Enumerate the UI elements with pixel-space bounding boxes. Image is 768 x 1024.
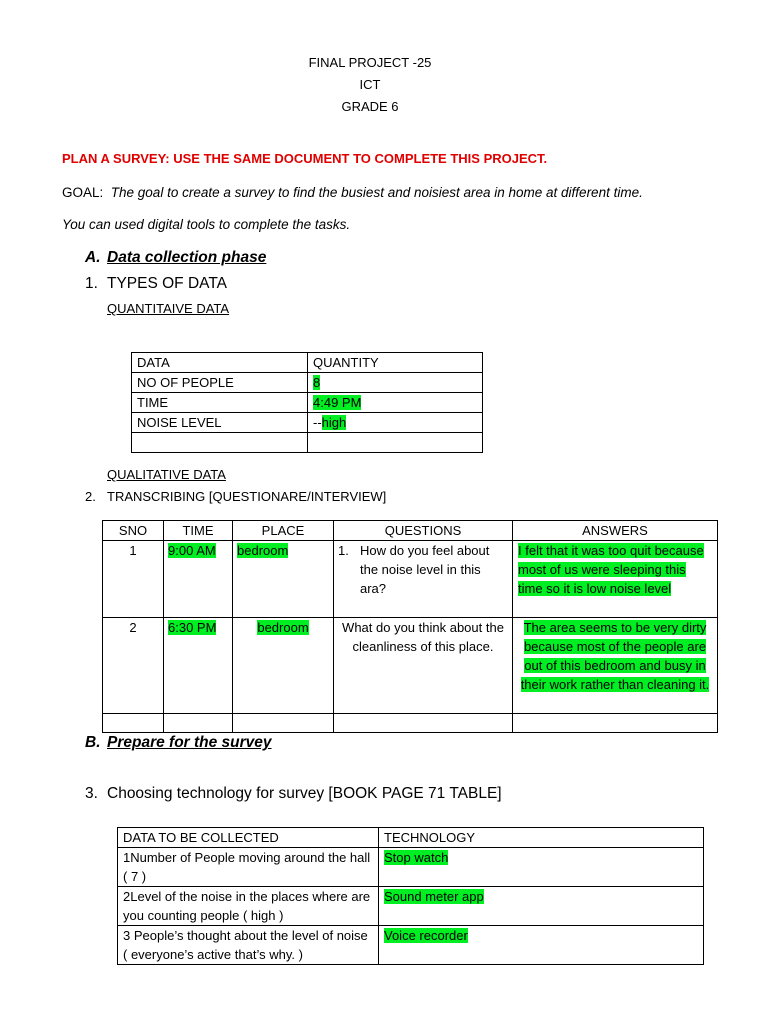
quantity-value: 8: [313, 375, 321, 390]
goal-text: The goal to create a survey to find the busiest and noisiest area in home at different time.: [110, 185, 643, 200]
time-value: 6:30 PM: [168, 620, 217, 635]
time-cell: [164, 541, 233, 618]
qual-data-label: QUALITATIVE DATA: [107, 467, 226, 482]
header-cell: QUESTIONS: [334, 521, 513, 541]
table-row-empty: [103, 714, 718, 733]
item-1-heading: [85, 275, 227, 293]
quantity-cell: [308, 413, 483, 433]
item-1-marker: 1.: [85, 275, 98, 292]
answer-cell: [513, 541, 718, 618]
time-value: 9:00 AM: [168, 543, 216, 558]
item-1-title: TYPES OF DATA: [107, 275, 227, 292]
tech-cell: [379, 848, 704, 887]
table-header-row: [132, 353, 483, 373]
header-cell: QUANTITY: [308, 353, 483, 373]
question-item: [338, 541, 508, 598]
table-row: [132, 393, 483, 413]
item-2-marker: 2.: [85, 489, 96, 504]
section-b-marker: B.: [85, 734, 101, 751]
answer-cell: [513, 618, 718, 714]
data-cell: 1Number of People moving around the hall ( 7 ): [118, 848, 379, 887]
table-row: [132, 413, 483, 433]
empty-cell: [334, 714, 513, 733]
data-cell: 2Level of the noise in the places where are you counting people ( high ): [118, 887, 379, 926]
item-3-heading: [85, 785, 502, 803]
table-row: [132, 373, 483, 393]
question-cell: What do you think about the cleanliness of this place.: [334, 618, 513, 714]
tools-note: You can used digital tools to complete the tasks.: [62, 217, 351, 232]
instruction-text: PLAN A SURVEY: USE THE SAME DOCUMENT TO COMPLETE THIS PROJECT.: [62, 151, 548, 166]
header-cell: ANSWERS: [513, 521, 718, 541]
header-cell: TIME: [164, 521, 233, 541]
data-cell: NO OF PEOPLE: [132, 373, 308, 393]
answer-text: I felt that it was too quit because most of us were sleeping this time so it is low noise level: [518, 543, 704, 596]
goal-line: [62, 185, 752, 200]
empty-cell: [233, 714, 334, 733]
section-b-heading: [85, 734, 272, 752]
table-row: [103, 541, 718, 618]
data-cell: 3 People’s thought about the level of noise ( everyone’s active that’s why. ): [118, 926, 379, 965]
place-cell: [233, 541, 334, 618]
place-value: bedroom: [237, 543, 289, 558]
sno-cell: 1: [103, 541, 164, 618]
header-cell: SNO: [103, 521, 164, 541]
item-3-marker: 3.: [85, 785, 98, 802]
place-cell: [233, 618, 334, 714]
doc-subject: ICT: [359, 77, 381, 92]
quantity-value: 4:49 PM: [313, 395, 362, 410]
quantity-value: high: [321, 415, 347, 430]
interview-table: [102, 520, 718, 733]
item-3-title: Choosing technology for survey [BOOK PAGE 71 TABLE]: [107, 785, 502, 802]
question-cell: [334, 541, 513, 618]
table-row-empty: [132, 433, 483, 453]
sno-cell: 2: [103, 618, 164, 714]
table-row: [103, 618, 718, 714]
header-cell: TECHNOLOGY: [379, 828, 704, 848]
item-2-title: TRANSCRIBING [QUESTIONARE/INTERVIEW]: [107, 489, 387, 504]
section-a-marker: A.: [85, 249, 101, 266]
doc-grade: GRADE 6: [341, 99, 399, 114]
table-header-row: [103, 521, 718, 541]
header-cell: DATA TO BE COLLECTED: [118, 828, 379, 848]
empty-cell: [308, 433, 483, 453]
section-a-title: Data collection phase: [107, 249, 267, 266]
table-row: [118, 926, 704, 965]
place-value: bedroom: [257, 620, 309, 635]
header-cell: DATA: [132, 353, 308, 373]
tech-cell: [379, 926, 704, 965]
quantity-prefix: --: [313, 415, 322, 430]
tech-cell: [379, 887, 704, 926]
empty-cell: [164, 714, 233, 733]
quantity-cell: [308, 373, 483, 393]
table-row: [118, 887, 704, 926]
empty-cell: [513, 714, 718, 733]
section-a-heading: [85, 249, 266, 267]
quantity-cell: [308, 393, 483, 413]
empty-cell: [103, 714, 164, 733]
quant-data-label: QUANTITAIVE DATA: [107, 301, 230, 316]
tech-value: Stop watch: [384, 850, 449, 865]
goal-label: GOAL:: [62, 185, 104, 200]
data-cell: NOISE LEVEL: [132, 413, 308, 433]
tech-value: Sound meter app: [384, 889, 484, 904]
table-row: [118, 848, 704, 887]
section-b-title: Prepare for the survey: [107, 734, 272, 751]
answer-text: The area seems to be very dirty because most of the people are out of this bedroom and busy in their work rather than cleaning it.: [520, 620, 710, 692]
data-cell: TIME: [132, 393, 308, 413]
header-cell: PLACE: [233, 521, 334, 541]
item-2-heading: [85, 489, 386, 504]
table-header-row: [118, 828, 704, 848]
tech-table: [117, 827, 704, 965]
tech-value: Voice recorder: [384, 928, 468, 943]
question-text: How do you feel about the noise level in this ara?: [360, 543, 490, 596]
empty-cell: [132, 433, 308, 453]
doc-title: FINAL PROJECT -25: [308, 55, 432, 70]
quant-table: [131, 352, 483, 453]
time-cell: [164, 618, 233, 714]
question-marker: 1.: [338, 543, 349, 558]
